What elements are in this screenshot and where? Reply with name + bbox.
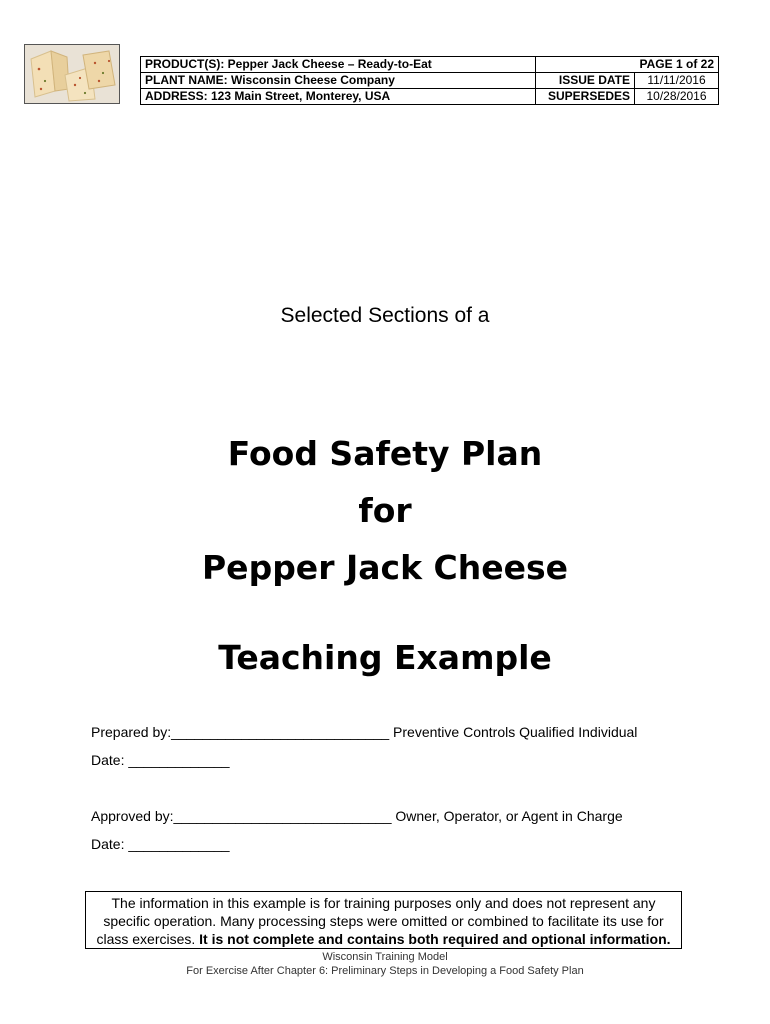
notice-bold-text: It is not complete and contains both required and optional information. <box>199 931 671 947</box>
header-row <box>141 73 719 89</box>
title-line-1: Food Safety Plan <box>227 434 543 473</box>
notice-text: The information in this example is for training purposes only and does not represent any specific operation. Many processing steps were omitted or combined to facilitate its use for class exercises. <box>96 895 664 947</box>
product-cell: PRODUCT(S): Pepper Jack Cheese – Ready-to-Eat <box>141 57 536 73</box>
address-cell: ADDRESS: 123 Main Street, Monterey, USA <box>141 89 536 105</box>
supersedes-value: 10/28/2016 <box>635 89 719 105</box>
title-line-2: for <box>358 491 412 530</box>
supersedes-label: SUPERSEDES <box>536 89 635 105</box>
approved-by-line: Approved by:____________________________ Owner, Operator, or Agent in Charge <box>91 808 623 824</box>
footer-line-1: Wisconsin Training Model <box>322 951 448 963</box>
prepared-date-line: Date: _____________ <box>91 752 230 768</box>
approved-date-line: Date: _____________ <box>91 836 230 852</box>
title-line-3: Pepper Jack Cheese <box>202 548 568 587</box>
issue-date-value: 11/11/2016 <box>635 73 719 89</box>
cheese-image <box>24 44 120 104</box>
cover-subtitle: Selected Sections of a <box>280 304 490 327</box>
header-row <box>141 89 719 105</box>
page-number: PAGE 1 of 22 <box>536 57 719 73</box>
document-header-table <box>140 56 719 105</box>
issue-date-label: ISSUE DATE <box>536 73 635 89</box>
header-row <box>141 57 719 73</box>
cheese-wedges-icon <box>25 45 119 103</box>
footer-line-2: For Exercise After Chapter 6: Preliminary Steps in Developing a Food Safety Plan <box>186 965 584 977</box>
prepared-by-line: Prepared by:____________________________ Preventive Controls Qualified Individual <box>91 724 638 740</box>
title-line-4: Teaching Example <box>218 638 552 677</box>
training-notice-box <box>85 891 682 949</box>
plant-name-cell: PLANT NAME: Wisconsin Cheese Company <box>141 73 536 89</box>
